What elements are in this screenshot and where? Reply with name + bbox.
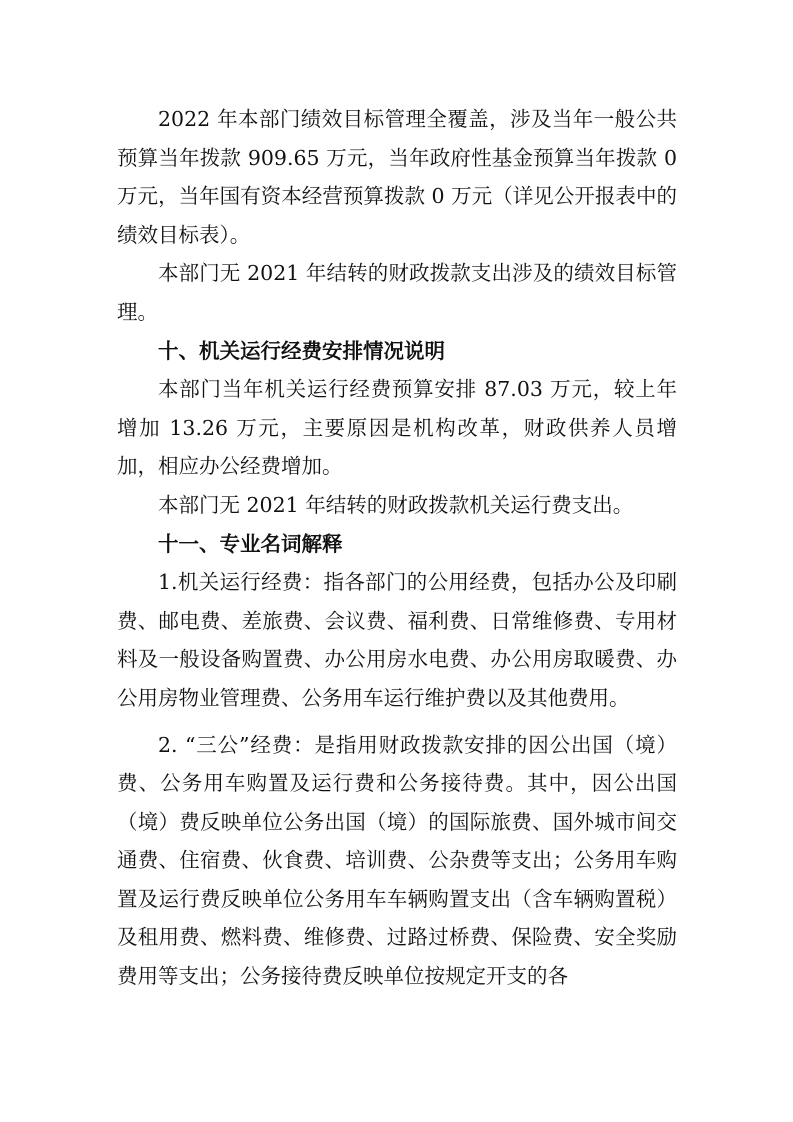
- section-heading-operating-expenses: 十、机关运行经费安排情况说明: [158, 338, 445, 363]
- paragraph-glossary-operating-funds: 1.机关运行经费：指各部门的公用经费，包括办公及印刷费、邮电费、差旅费、会议费、福利费、日常维修费、专用材料及一般设备购置费、办公用房水电费、办公用房取暖费、办公用房物业管理费、公务用车运行维护费以及其他费用。: [117, 570, 677, 710]
- paragraph-operating-expenses: 本部门当年机关运行经费预算安排 87.03 万元，较上年增加 13.26 万元，主要原因是机构改革，财政供养人员增加，相应办公经费增加。: [117, 377, 677, 479]
- section-heading-glossary: 十一、专业名词解释: [158, 531, 343, 556]
- paragraph-no-carryover-performance: 本部门无 2021 年结转的财政拨款支出涉及的绩效目标管理。: [117, 261, 677, 324]
- paragraph-glossary-three-public: 2. “三公”经费：是指用财政拨款安排的因公出国（境）费、公务用车购置及运行费和公务接待费。其中，因公出国（境）费反映单位公务出国（境）的国际旅费、国外城市间交通费、住宿费、伙食费、培训费、公杂费等支出；公务用车购置及运行费反映单位公务用车车辆购置支出（含车辆购置税）及租用费、燃料费、维修费、过路过桥费、保险费、安全奖励费用等支出；公务接待费反映单位按规定开支的各: [117, 732, 677, 989]
- document-body: [117, 100, 677, 996]
- paragraph-no-carryover-operating: 本部门无 2021 年结转的财政拨款机关运行费支出。: [158, 492, 634, 517]
- paragraph-performance-targets: 2022 年本部门绩效目标管理全覆盖，涉及当年一般公共预算当年拨款 909.65 万元，当年政府性基金预算当年拨款 0 万元，当年国有资本经营预算拨款 0 万元（详见公开报表中的绩效目标表）。: [117, 107, 677, 247]
